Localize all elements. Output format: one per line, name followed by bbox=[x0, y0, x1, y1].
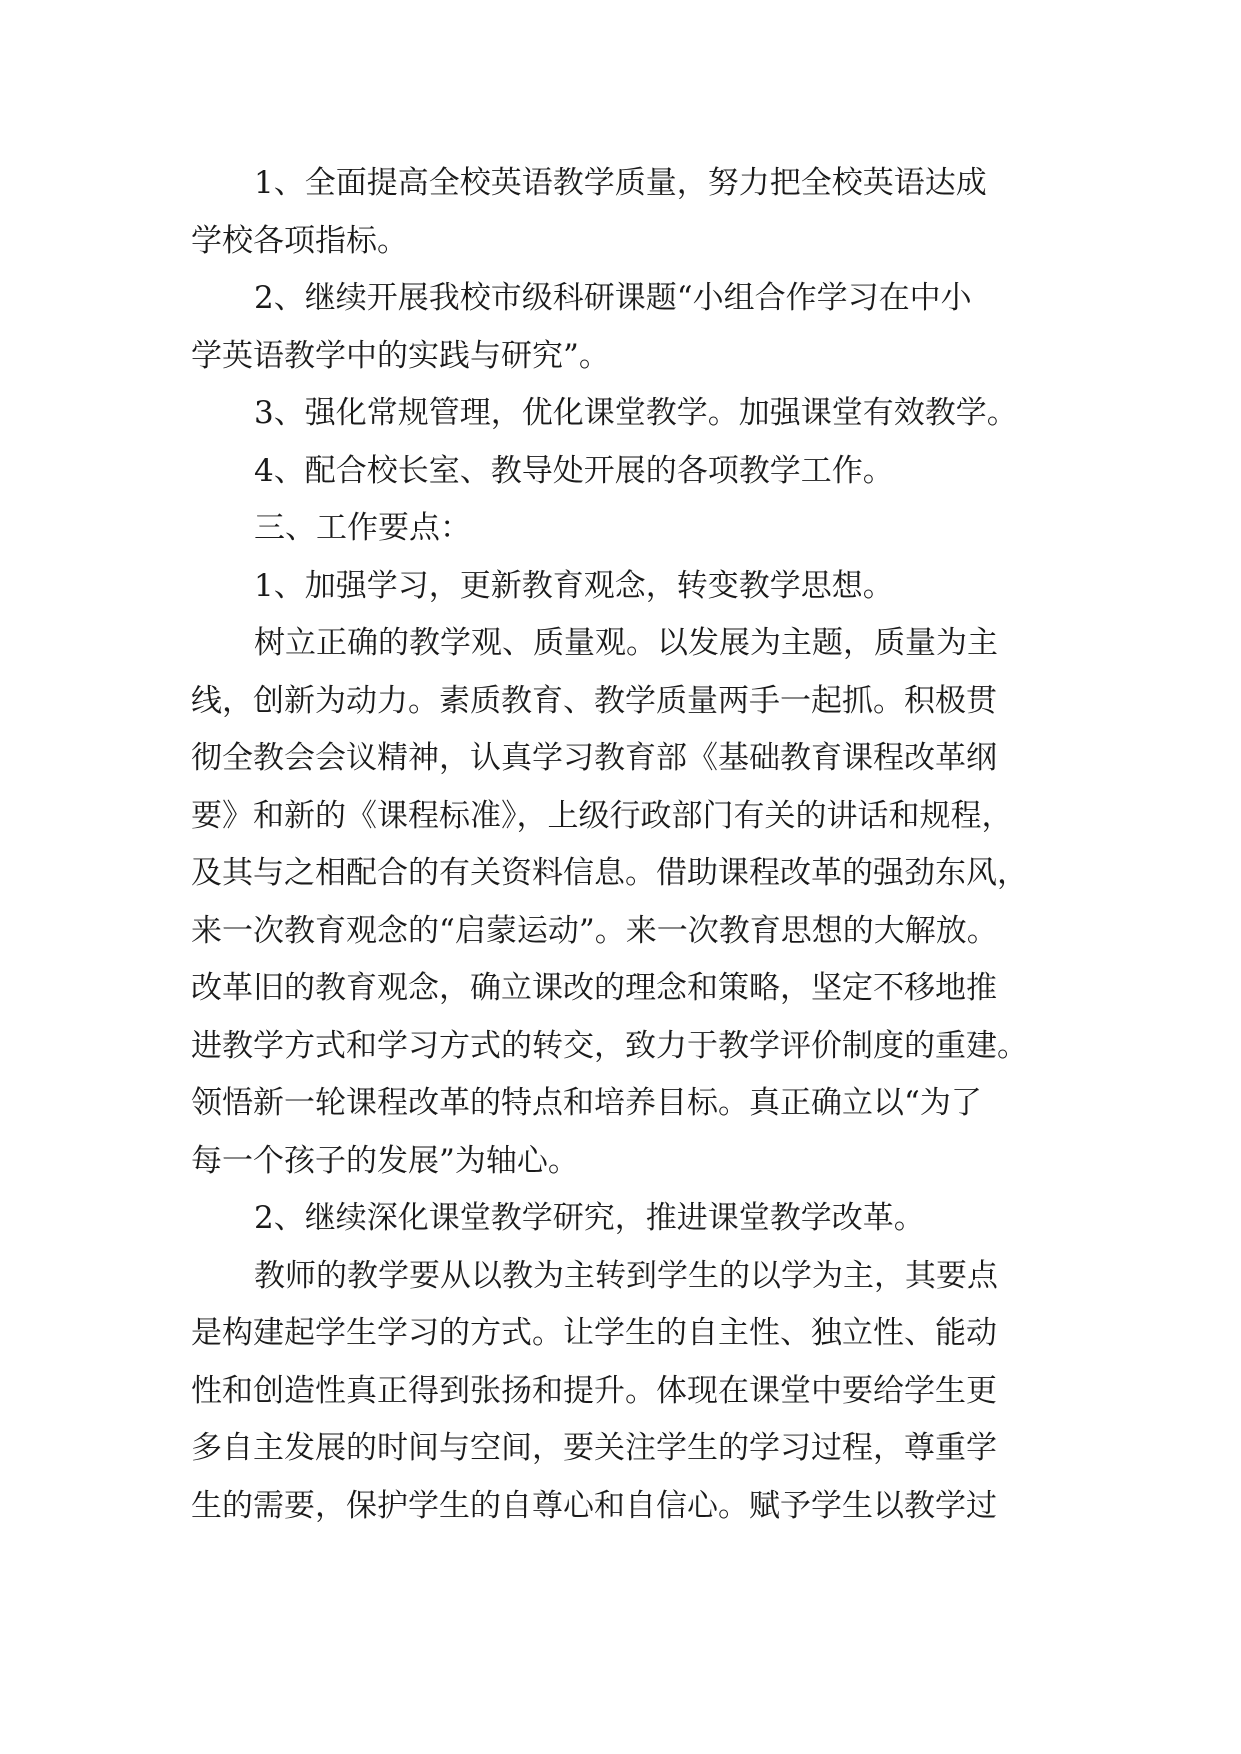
text-line: 教师的教学要从以教为主转到学生的以学为主，其要点 bbox=[254, 1257, 998, 1294]
text-line: 3、强化常规管理，优化课堂教学。加强课堂有效教学。 bbox=[254, 395, 1018, 431]
text-line: 学英语教学中的实践与研究”。 bbox=[191, 337, 610, 374]
text-line: 学校各项指标。 bbox=[191, 222, 408, 259]
document-body bbox=[191, 155, 1051, 1535]
text-line: 彻全教会会议精神，认真学习教育部《基础教育课程改革纲 bbox=[191, 740, 997, 776]
text-line: 进教学方式和学习方式的转交，致力于教学评价制度的重建。 bbox=[191, 1027, 1028, 1064]
text-line: 1、全面提高全校英语教学质量，努力把全校英语达成 bbox=[254, 165, 987, 201]
text-line: 及其与之相配合的有关资料信息。借助课程改革的强劲东风， bbox=[191, 855, 1028, 891]
text-line: 领悟新一轮课程改革的特点和培养目标。真正确立以“为了 bbox=[191, 1085, 982, 1121]
text-line: 每一个孩子的发展”为轴心。 bbox=[191, 1142, 579, 1179]
section-heading: 三、工作要点： bbox=[254, 510, 471, 546]
text-line: 来一次教育观念的“启蒙运动”。来一次教育思想的大解放。 bbox=[191, 912, 998, 949]
text-line: 性和创造性真正得到张扬和提升。体现在课堂中要给学生更 bbox=[191, 1372, 997, 1409]
text-line: 4、配合校长室、教导处开展的各项教学工作。 bbox=[254, 452, 894, 489]
text-line: 改革旧的教育观念，确立课改的理念和策略，坚定不移地推 bbox=[191, 970, 997, 1006]
text-line: 线，创新为动力。素质教育、教学质量两手一起抓。积极贯 bbox=[191, 682, 997, 719]
text-line: 多自主发展的时间与空间，要关注学生的学习过程，尊重学 bbox=[191, 1430, 997, 1466]
text-line: 2、继续深化课堂教学研究，推进课堂教学改革。 bbox=[254, 1200, 925, 1236]
text-line: 生的需要，保护学生的自尊心和自信心。赋予学生以教学过 bbox=[191, 1487, 997, 1524]
text-line: 是构建起学生学习的方式。让学生的自主性、独立性、能动 bbox=[191, 1315, 997, 1351]
text-line: 要》和新的《课程标准》，上级行政部门有关的讲话和规程， bbox=[191, 797, 1013, 834]
text-line: 1、加强学习，更新教育观念，转变教学思想。 bbox=[254, 567, 894, 604]
text-line: 树立正确的教学观、质量观。以发展为主题，质量为主 bbox=[254, 625, 998, 661]
text-line: 2、继续开展我校市级科研课题“小组合作学习在中小 bbox=[254, 280, 972, 316]
